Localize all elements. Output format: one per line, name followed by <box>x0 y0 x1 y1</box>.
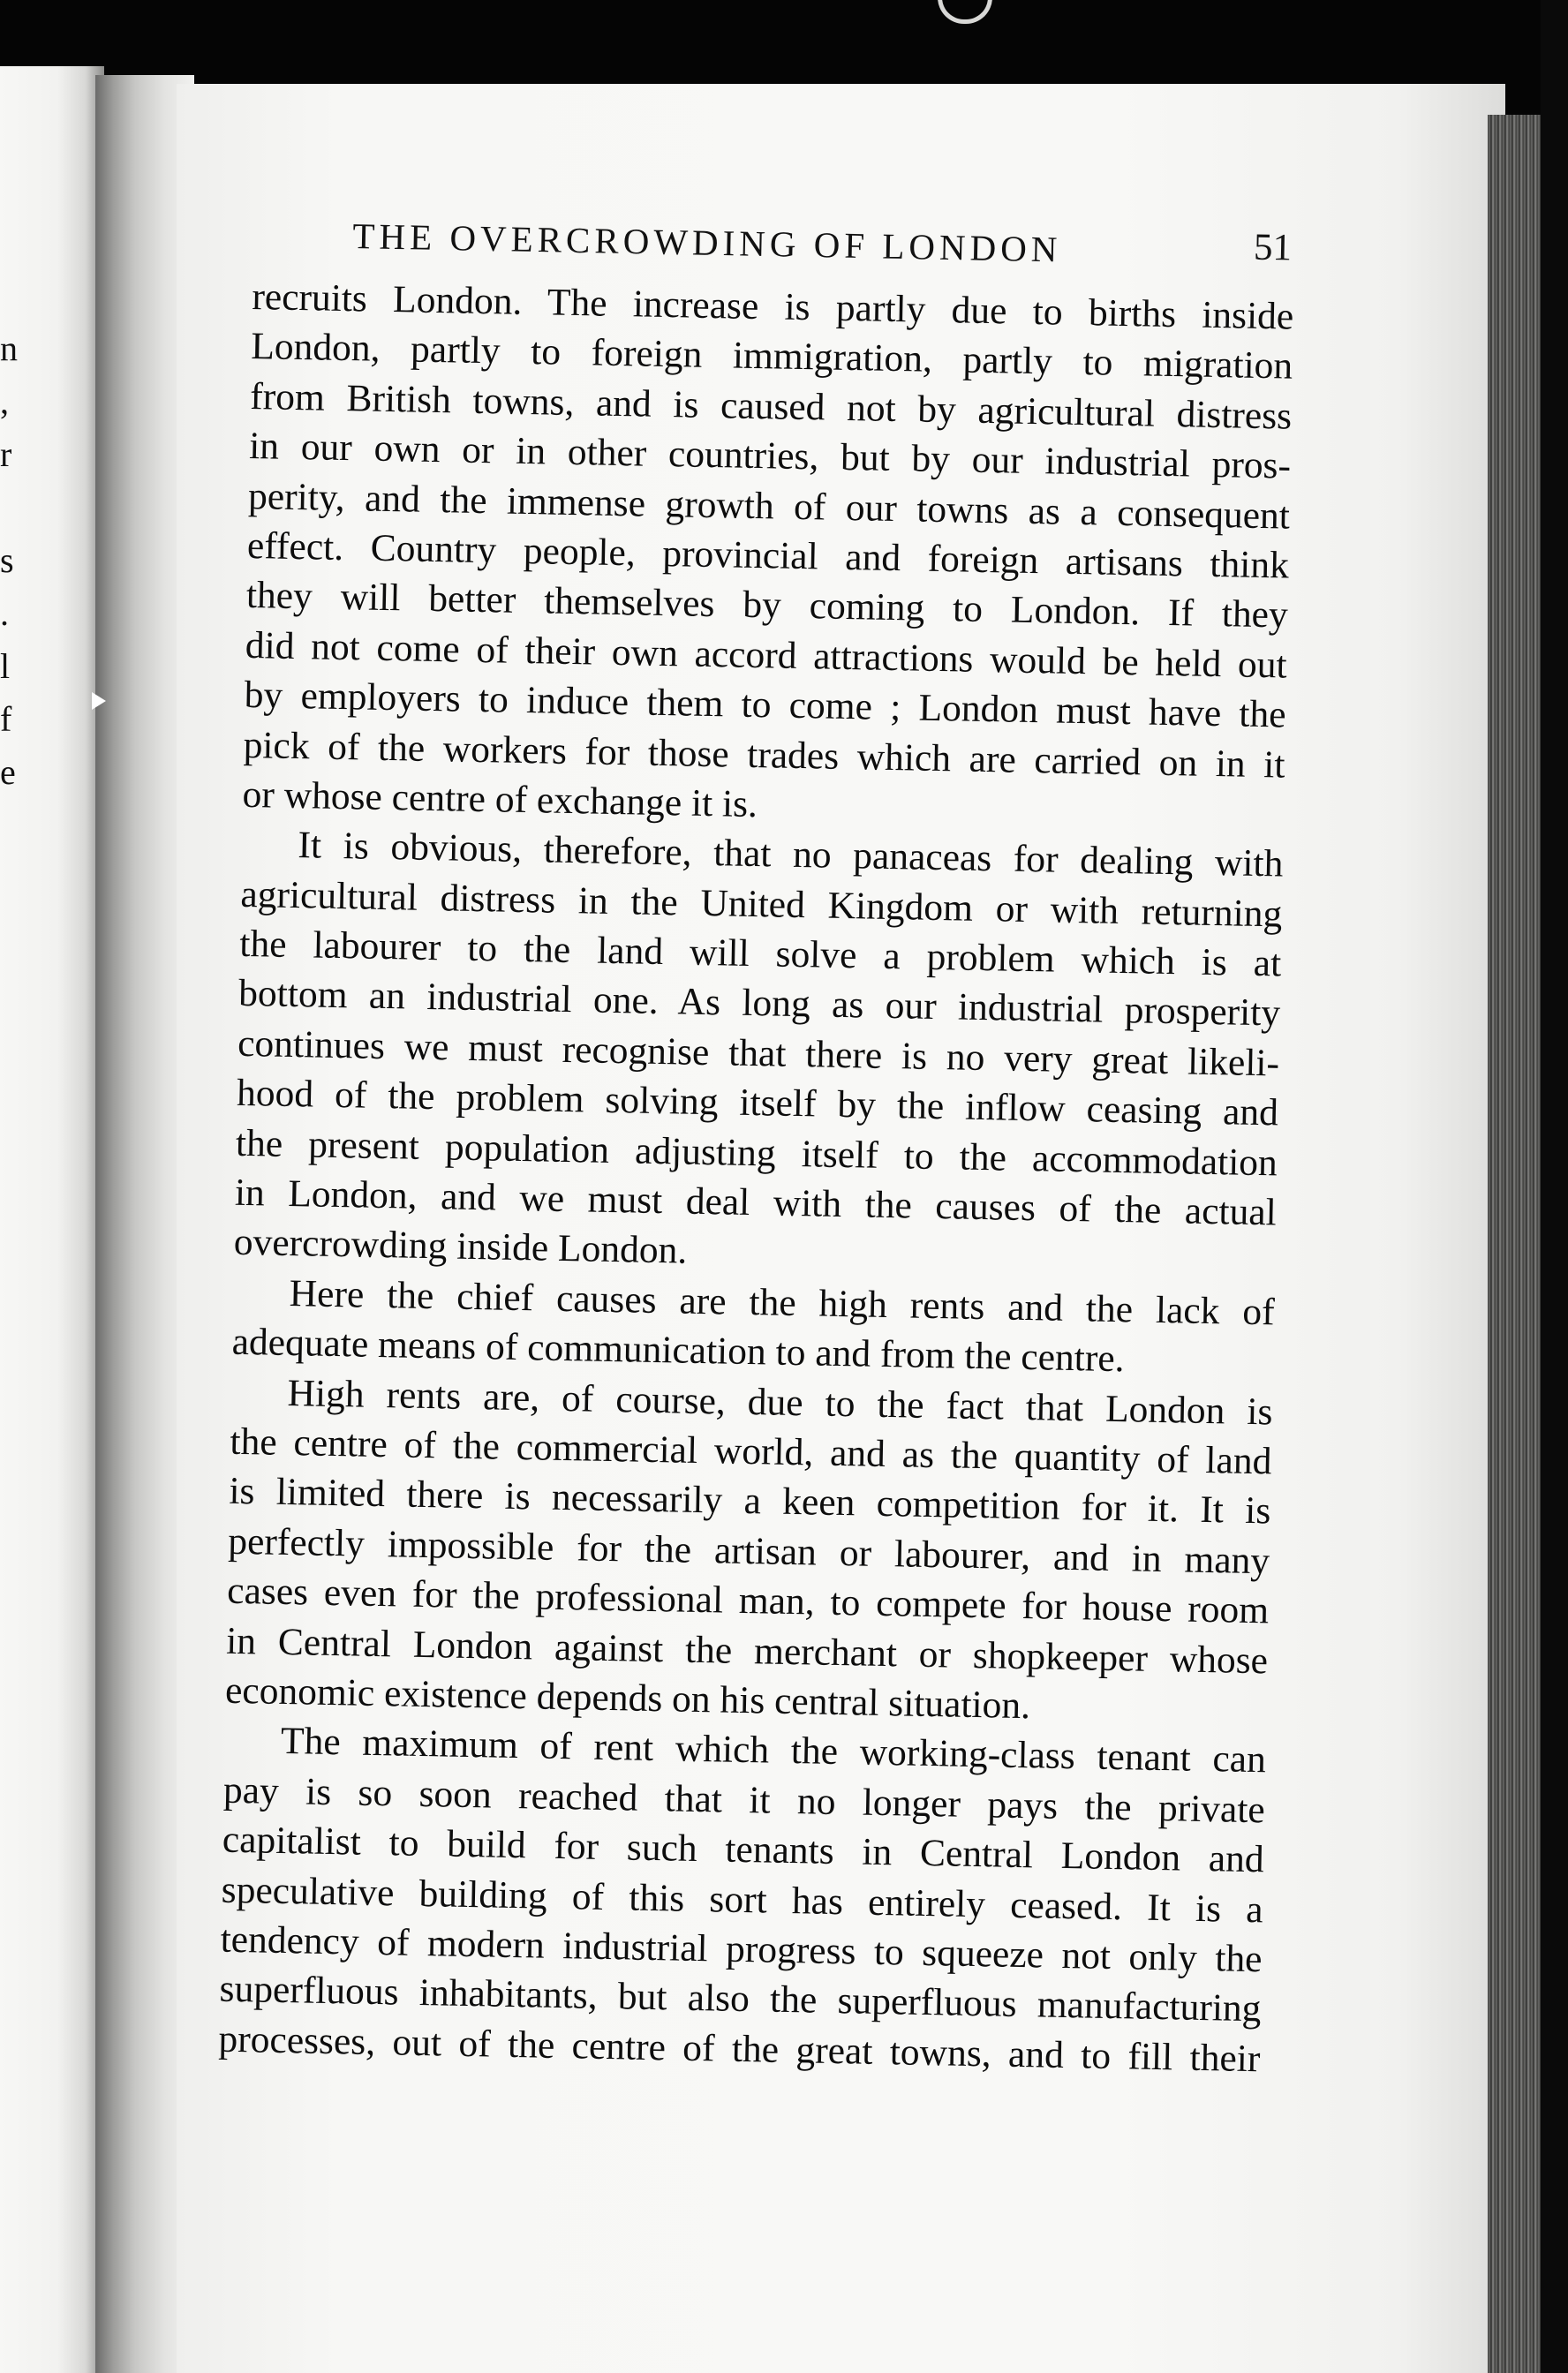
text-line: superfluous inhabitants, but also the superfluous manufacturing <box>219 1967 1262 2030</box>
left-page-fragment: , <box>0 381 9 421</box>
left-page-fragment: s <box>0 540 14 580</box>
text-line: effect. Country people, provincial and foreign artisans think <box>246 524 1290 587</box>
text-line: overcrowding inside London. <box>233 1221 688 1273</box>
text-line: or whose centre of exchange it is. <box>242 772 758 825</box>
text-line: the centre of the commercial world, and as the quantity of land <box>230 1420 1272 1483</box>
text-line: processes, out of the centre of the great towns, and to fill their <box>218 2017 1261 2080</box>
text-line: perfectly impossible for the artisan or labourer, and in many <box>227 1519 1270 1583</box>
left-page-fragment: l <box>0 646 11 686</box>
text-line: the present population adjusting itself to the accommodation <box>235 1121 1278 1185</box>
text-line: economic existence depends on his central situation. <box>224 1669 1031 1728</box>
text-line: agricultural distress in the United Kingdom or with returning <box>240 872 1283 936</box>
text-line: speculative building of this sort has entirely ceased. It is a <box>221 1868 1264 1931</box>
page-edges <box>1488 115 1541 2373</box>
text-line: continues we must recognise that there is no very great likeli- <box>237 1021 1280 1085</box>
running-head: THE OVERCROWDING OF LONDON <box>352 215 1062 270</box>
text-line: from British towns, and is caused not by agricultural distress <box>249 374 1293 438</box>
left-page-text-fragments <box>0 322 18 799</box>
left-facing-page <box>0 66 104 2373</box>
left-page-fragment: f <box>0 699 12 739</box>
left-page-fragment: n <box>0 328 18 368</box>
text-line: adequate means of communication to and from the centre. <box>231 1320 1126 1381</box>
text-line: is limited there is necessarily a keen competition for it. It is <box>229 1470 1271 1533</box>
text-line: did not come of their own accord attractions would be held out <box>245 623 1288 687</box>
text-line: pick of the workers for those trades which are carried on in it <box>243 723 1285 787</box>
page-body-text <box>218 272 1294 2083</box>
text-line: cases even for the professional man, to compete for house room <box>226 1569 1270 1632</box>
text-line: Here the chief causes are the high rents and the lack of <box>289 1271 1276 1334</box>
text-line: by employers to induce them to come ; London must have the <box>244 674 1287 736</box>
left-page-fragment: r <box>0 434 12 474</box>
page-number: 51 <box>1253 226 1293 269</box>
text-line: tendency of modern industrial progress to squeeze not only the <box>220 1917 1263 1981</box>
page-marker <box>92 692 106 710</box>
scan-background-edge <box>1541 0 1568 2373</box>
book-clip-mark <box>938 0 992 24</box>
text-line: pay is so soon reached that it no longer pays the private <box>222 1768 1266 1832</box>
text-line: in London, and we must deal with the causes of the actual <box>234 1171 1278 1234</box>
left-page-fragment: e <box>0 752 16 792</box>
text-line: capitalist to build for such tenants in Central London and <box>222 1818 1265 1881</box>
left-page-fragment: . <box>0 593 9 633</box>
text-line: they will better themselves by coming to London. If they <box>245 574 1289 637</box>
text-line: recruits London. The increase is partly due to births inside <box>252 275 1294 338</box>
text-line: perity, and the immense growth of our towns as a consequent <box>247 474 1291 538</box>
text-line: High rents are, of course, due to the fact that London is <box>287 1371 1273 1434</box>
text-line: in our own or in other countries, but by our industrial pros- <box>248 425 1292 487</box>
text-line: the labourer to the land will solve a problem which is at <box>238 922 1282 985</box>
text-line: It is obvious, therefore, that no panaceas for dealing with <box>298 824 1284 885</box>
text-line: London, partly to foreign immigration, partly to migration <box>250 325 1293 388</box>
text-line: in Central London against the merchant or shopkeeper whose <box>225 1619 1269 1682</box>
text-line: hood of the problem solving itself by the inflow ceasing and <box>236 1072 1279 1134</box>
text-line: bottom an industrial one. As long as our industrial prosperity <box>237 972 1281 1035</box>
text-line: The maximum of rent which the working-class tenant can <box>280 1720 1267 1782</box>
